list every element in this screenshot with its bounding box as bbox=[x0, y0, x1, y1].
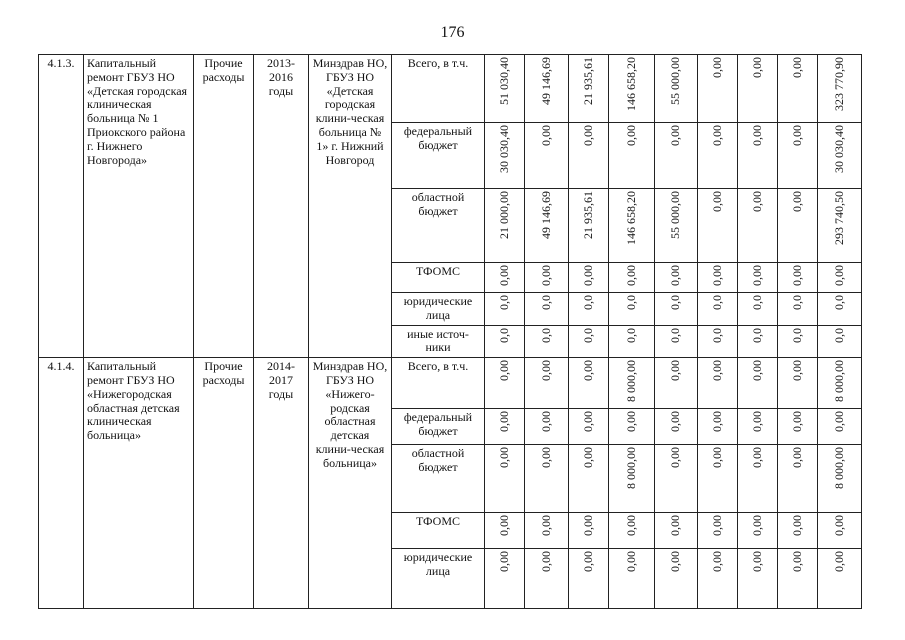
funding-value-text: 0,00 bbox=[749, 360, 764, 382]
funding-year-value bbox=[569, 123, 609, 189]
funding-value-text: 0,00 bbox=[749, 514, 764, 536]
funding-value-text: 0,00 bbox=[789, 191, 804, 212]
funding-year-value bbox=[778, 408, 818, 444]
funding-total-value bbox=[818, 123, 862, 189]
funding-year-value bbox=[485, 444, 525, 512]
funding-value-text: 0,00 bbox=[496, 550, 511, 572]
funding-value-text: 0,00 bbox=[709, 265, 724, 286]
funding-value-text: 0,00 bbox=[789, 446, 804, 468]
funding-value-text: 0,00 bbox=[709, 446, 724, 468]
funding-year-value bbox=[738, 548, 778, 608]
funding-value-text: 21 935,61 bbox=[580, 191, 595, 239]
funding-total-value bbox=[818, 548, 862, 608]
funding-value-text: 0,00 bbox=[749, 191, 764, 212]
funding-value-text: 0,0 bbox=[623, 327, 638, 343]
table-row bbox=[39, 55, 862, 123]
funding-value-text: 0,00 bbox=[580, 446, 595, 468]
funding-value-text: 0,00 bbox=[749, 446, 764, 468]
funding-year-value bbox=[778, 189, 818, 263]
funding-source-label: федеральный бюджет bbox=[392, 123, 485, 189]
funding-year-value bbox=[569, 263, 609, 293]
funding-year-value bbox=[525, 512, 569, 548]
funding-year-value bbox=[655, 444, 698, 512]
funding-year-value bbox=[609, 293, 655, 326]
funding-value-text: 0,0 bbox=[709, 327, 724, 343]
funding-total-value bbox=[818, 408, 862, 444]
funding-value-text: 0,0 bbox=[831, 295, 846, 310]
funding-value-text: 21 000,00 bbox=[496, 191, 511, 239]
funding-year-value bbox=[525, 293, 569, 326]
funding-year-value bbox=[778, 444, 818, 512]
funding-value-text: 0,00 bbox=[496, 360, 511, 382]
funding-value-text: 0,00 bbox=[668, 265, 683, 286]
funding-value-text: 146 658,20 bbox=[623, 191, 638, 245]
funding-year-value bbox=[655, 123, 698, 189]
funding-value-text: 8 000,00 bbox=[831, 360, 846, 403]
funding-year-value bbox=[609, 189, 655, 263]
funding-source-label: юридические лица bbox=[392, 293, 485, 326]
funding-value-text: 0,00 bbox=[709, 191, 724, 212]
page-number: 176 bbox=[440, 24, 465, 41]
funding-year-value bbox=[485, 263, 525, 293]
funding-value-text: 0,00 bbox=[709, 410, 724, 432]
funding-value-text: 55 000,00 bbox=[668, 191, 683, 239]
funding-year-value bbox=[609, 444, 655, 512]
implementation-period: 2014-2017 годы bbox=[254, 358, 309, 609]
funding-year-value bbox=[778, 358, 818, 409]
funding-year-value bbox=[609, 55, 655, 123]
funding-year-value bbox=[698, 263, 738, 293]
funding-year-value bbox=[778, 55, 818, 123]
funding-value-text: 0,00 bbox=[789, 265, 804, 286]
funding-value-text: 0,00 bbox=[496, 446, 511, 468]
funding-source-label: ТФОМС bbox=[392, 263, 485, 293]
funding-value-text: 146 658,20 bbox=[623, 57, 638, 111]
funding-year-value bbox=[609, 123, 655, 189]
funding-year-value bbox=[609, 358, 655, 409]
funding-value-text: 0,0 bbox=[580, 295, 595, 310]
funding-year-value bbox=[655, 189, 698, 263]
funding-value-text: 30 030,40 bbox=[496, 125, 511, 173]
item-number: 4.1.4. bbox=[39, 358, 84, 609]
funding-value-text: 0,00 bbox=[709, 550, 724, 572]
funding-value-text: 0,00 bbox=[580, 360, 595, 382]
funding-year-value bbox=[698, 123, 738, 189]
funding-value-text: 0,00 bbox=[668, 125, 683, 146]
funding-total-value bbox=[818, 358, 862, 409]
funding-value-text: 0,0 bbox=[623, 295, 638, 310]
funding-year-value bbox=[738, 189, 778, 263]
funding-value-text: 0,00 bbox=[668, 514, 683, 536]
funding-year-value bbox=[738, 293, 778, 326]
funding-year-value bbox=[569, 293, 609, 326]
funding-year-value bbox=[738, 408, 778, 444]
funding-value-text: 0,00 bbox=[538, 265, 553, 286]
funding-value-text: 0,0 bbox=[580, 327, 595, 343]
funding-year-value bbox=[485, 123, 525, 189]
funding-year-value bbox=[698, 325, 738, 358]
funding-year-value bbox=[738, 512, 778, 548]
item-name: Капитальный ремонт ГБУЗ НО «Нижегородская областная детская клиническая больница» bbox=[84, 358, 194, 609]
funding-value-text: 0,00 bbox=[709, 360, 724, 382]
funding-year-value bbox=[655, 548, 698, 608]
funding-value-text: 0,00 bbox=[580, 550, 595, 572]
funding-year-value bbox=[485, 408, 525, 444]
funding-value-text: 0,00 bbox=[580, 514, 595, 536]
funding-value-text: 293 740,50 bbox=[831, 191, 846, 245]
funding-value-text: 0,00 bbox=[709, 514, 724, 536]
funding-value-text: 0,00 bbox=[831, 265, 846, 286]
funding-year-value bbox=[655, 325, 698, 358]
funding-value-text: 8 000,00 bbox=[623, 360, 638, 403]
funding-value-text: 49 146,69 bbox=[538, 57, 553, 105]
funding-year-value bbox=[655, 263, 698, 293]
funding-value-text: 0,0 bbox=[496, 327, 511, 343]
funding-year-value bbox=[698, 293, 738, 326]
funding-value-text: 0,00 bbox=[668, 446, 683, 468]
funding-year-value bbox=[569, 548, 609, 608]
funding-value-text: 0,0 bbox=[668, 327, 683, 343]
funding-year-value bbox=[609, 325, 655, 358]
funding-value-text: 0,0 bbox=[668, 295, 683, 310]
funding-value-text: 0,00 bbox=[831, 514, 846, 536]
funding-year-value bbox=[525, 444, 569, 512]
funding-year-value bbox=[609, 263, 655, 293]
funding-value-text: 0,00 bbox=[831, 410, 846, 432]
funding-year-value bbox=[778, 293, 818, 326]
funding-year-value bbox=[525, 325, 569, 358]
table-row bbox=[39, 358, 862, 409]
expense-type: Прочие расходы bbox=[194, 358, 254, 609]
funding-year-value bbox=[738, 444, 778, 512]
funding-year-value bbox=[485, 358, 525, 409]
funding-value-text: 0,00 bbox=[789, 550, 804, 572]
funding-value-text: 0,00 bbox=[623, 550, 638, 572]
funding-year-value bbox=[525, 358, 569, 409]
funding-value-text: 0,0 bbox=[538, 295, 553, 310]
funding-total-value bbox=[818, 444, 862, 512]
funding-value-text: 0,00 bbox=[749, 57, 764, 78]
funding-value-text: 0,00 bbox=[668, 410, 683, 432]
funding-year-value bbox=[738, 263, 778, 293]
funding-year-value bbox=[778, 548, 818, 608]
funding-value-text: 55 000,00 bbox=[668, 57, 683, 105]
funding-total-value bbox=[818, 325, 862, 358]
funding-year-value bbox=[525, 548, 569, 608]
funding-value-text: 49 146,69 bbox=[538, 191, 553, 239]
funding-value-text: 0,00 bbox=[668, 550, 683, 572]
funding-year-value bbox=[738, 358, 778, 409]
funding-year-value bbox=[525, 263, 569, 293]
funding-year-value bbox=[698, 512, 738, 548]
budget-table bbox=[38, 54, 862, 609]
funding-value-text: 0,00 bbox=[623, 514, 638, 536]
funding-year-value bbox=[698, 358, 738, 409]
funding-year-value bbox=[569, 512, 609, 548]
funding-source-label: юридические лица bbox=[392, 548, 485, 608]
funding-value-text: 0,00 bbox=[580, 410, 595, 432]
funding-year-value bbox=[485, 548, 525, 608]
funding-year-value bbox=[569, 325, 609, 358]
funding-year-value bbox=[738, 123, 778, 189]
funding-value-text: 0,00 bbox=[749, 550, 764, 572]
funding-year-value bbox=[655, 408, 698, 444]
funding-year-value bbox=[569, 55, 609, 123]
funding-year-value bbox=[738, 325, 778, 358]
funding-value-text: 0,00 bbox=[538, 514, 553, 536]
funding-year-value bbox=[698, 189, 738, 263]
funding-value-text: 0,00 bbox=[789, 125, 804, 146]
funding-value-text: 0,00 bbox=[538, 125, 553, 146]
funding-source-label: ТФОМС bbox=[392, 512, 485, 548]
funding-value-text: 8 000,00 bbox=[623, 446, 638, 489]
funding-value-text: 8 000,00 bbox=[831, 446, 846, 489]
funding-source-label: областной бюджет bbox=[392, 444, 485, 512]
funding-year-value bbox=[698, 548, 738, 608]
funding-year-value bbox=[485, 325, 525, 358]
funding-year-value bbox=[525, 123, 569, 189]
funding-value-text: 0,0 bbox=[538, 327, 553, 343]
funding-value-text: 0,00 bbox=[789, 360, 804, 382]
funding-value-text: 0,00 bbox=[709, 125, 724, 146]
funding-value-text: 30 030,40 bbox=[831, 125, 846, 173]
funding-year-value bbox=[525, 189, 569, 263]
funding-year-value bbox=[778, 512, 818, 548]
funding-value-text: 0,00 bbox=[623, 125, 638, 146]
funding-value-text: 0,00 bbox=[538, 550, 553, 572]
funding-value-text: 0,0 bbox=[789, 327, 804, 343]
funding-year-value bbox=[655, 293, 698, 326]
funding-source-label: Всего, в т.ч. bbox=[392, 55, 485, 123]
funding-year-value bbox=[698, 55, 738, 123]
item-name: Капитальный ремонт ГБУЗ НО «Детская городская клиническая больница № 1 Приокского района г. Нижнего Новгорода» bbox=[84, 55, 194, 358]
funding-value-text: 0,00 bbox=[749, 410, 764, 432]
funding-year-value bbox=[569, 408, 609, 444]
funding-value-text: 0,00 bbox=[538, 410, 553, 432]
funding-value-text: 0,00 bbox=[580, 265, 595, 286]
funding-value-text: 0,00 bbox=[668, 360, 683, 382]
funding-value-text: 323 770,90 bbox=[831, 57, 846, 111]
funding-year-value bbox=[485, 512, 525, 548]
funding-total-value bbox=[818, 512, 862, 548]
funding-value-text: 0,00 bbox=[496, 514, 511, 536]
executor: Минздрав НО, ГБУЗ НО «Детская городская клини-ческая больница № 1» г. Нижний Новгород bbox=[309, 55, 392, 358]
funding-value-text: 0,0 bbox=[789, 295, 804, 310]
funding-value-text: 0,00 bbox=[789, 57, 804, 78]
funding-year-value bbox=[655, 512, 698, 548]
funding-year-value bbox=[609, 512, 655, 548]
funding-year-value bbox=[609, 548, 655, 608]
funding-year-value bbox=[569, 444, 609, 512]
funding-source-label: областной бюджет bbox=[392, 189, 485, 263]
funding-value-text: 0,00 bbox=[749, 125, 764, 146]
funding-value-text: 0,0 bbox=[496, 295, 511, 310]
funding-value-text: 0,00 bbox=[789, 410, 804, 432]
funding-value-text: 0,0 bbox=[831, 327, 846, 343]
funding-year-value bbox=[569, 358, 609, 409]
funding-total-value bbox=[818, 55, 862, 123]
funding-year-value bbox=[738, 55, 778, 123]
executor: Минздрав НО, ГБУЗ НО «Нижего-родская областная детская клини-ческая больница» bbox=[309, 358, 392, 609]
funding-year-value bbox=[698, 408, 738, 444]
funding-year-value bbox=[485, 55, 525, 123]
funding-year-value bbox=[569, 189, 609, 263]
funding-value-text: 0,00 bbox=[623, 265, 638, 286]
funding-source-label: федеральный бюджет bbox=[392, 408, 485, 444]
funding-year-value bbox=[778, 325, 818, 358]
funding-year-value bbox=[655, 358, 698, 409]
funding-value-text: 0,0 bbox=[709, 295, 724, 310]
funding-value-text: 0,0 bbox=[749, 295, 764, 310]
funding-value-text: 0,00 bbox=[831, 550, 846, 572]
funding-year-value bbox=[655, 55, 698, 123]
funding-year-value bbox=[698, 444, 738, 512]
funding-value-text: 21 935,61 bbox=[580, 57, 595, 105]
implementation-period: 2013-2016 годы bbox=[254, 55, 309, 358]
funding-year-value bbox=[778, 263, 818, 293]
funding-value-text: 0,00 bbox=[538, 360, 553, 382]
funding-year-value bbox=[609, 408, 655, 444]
funding-value-text: 0,0 bbox=[749, 327, 764, 343]
funding-value-text: 0,00 bbox=[538, 446, 553, 468]
funding-value-text: 0,00 bbox=[496, 410, 511, 432]
item-number: 4.1.3. bbox=[39, 55, 84, 358]
funding-year-value bbox=[525, 408, 569, 444]
funding-year-value bbox=[485, 189, 525, 263]
funding-total-value bbox=[818, 189, 862, 263]
funding-value-text: 0,00 bbox=[580, 125, 595, 146]
funding-value-text: 0,00 bbox=[749, 265, 764, 286]
funding-year-value bbox=[778, 123, 818, 189]
funding-source-label: Всего, в т.ч. bbox=[392, 358, 485, 409]
expense-type: Прочие расходы bbox=[194, 55, 254, 358]
funding-value-text: 0,00 bbox=[709, 57, 724, 78]
funding-source-label: иные источ-ники bbox=[392, 325, 485, 358]
funding-total-value bbox=[818, 263, 862, 293]
funding-year-value bbox=[525, 55, 569, 123]
funding-value-text: 0,00 bbox=[789, 514, 804, 536]
funding-total-value bbox=[818, 293, 862, 326]
funding-value-text: 0,00 bbox=[623, 410, 638, 432]
funding-value-text: 0,00 bbox=[496, 265, 511, 286]
funding-value-text: 51 030,40 bbox=[496, 57, 511, 105]
funding-year-value bbox=[485, 293, 525, 326]
